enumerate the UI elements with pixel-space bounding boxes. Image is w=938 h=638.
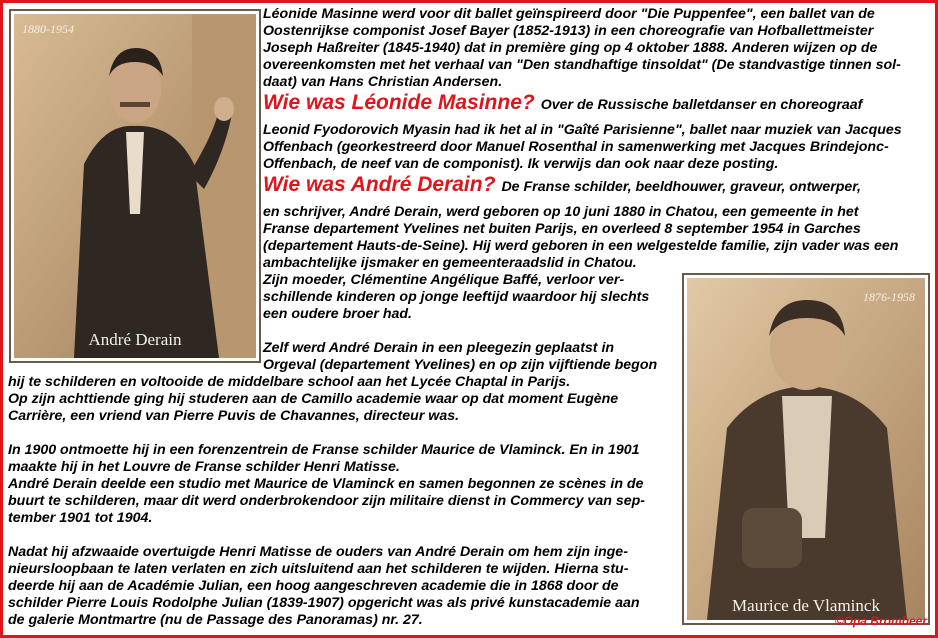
section1-line-4: Offenbach, de neef van de componist). Ik verwijs dan ook naar deze posting. — [263, 156, 779, 172]
section2-line-2: en schrijver, André Derain, werd geboren op 10 juni 1880 in Chatou, een gemeente in het — [263, 204, 859, 220]
section2-line-3: Franse departement Yvelines net buiten Parijs, en overleed 8 september 1954 in Garches — [263, 221, 861, 237]
section4-line-4: buurt te schilderen, maar dit werd onderbrokendoor zijn militaire dienst in Commercy van sep- — [8, 493, 645, 509]
section3-line-5: Carrière, een vriend van Pierre Puvis de Chavannes, directeur was. — [8, 408, 460, 424]
section4-line-1: In 1900 ontmoette hij in een forenzentrein de Franse schilder Maurice de Vlaminck. En in 1901 — [8, 442, 640, 458]
maurice-de-vlaminck-portrait — [687, 278, 925, 620]
section3-line-3: hij te schilderen en voltooide de middelbare school aan het Lycée Chaptal in Parijs. — [8, 374, 571, 390]
section5-line-3: deerde hij aan de Académie Julian, een hoog aangeschreven academie die in 1868 door de — [8, 578, 619, 594]
section3-line-4: Op zijn achttiende ging hij studeren aan de Camillo academie waar op dat moment Eugène — [8, 391, 619, 407]
section4-line-5: tember 1901 tot 1904. — [8, 510, 153, 526]
andre-derain-portrait — [14, 14, 256, 358]
section1-line-1: Over de Russische balletdanser en choreograaf — [540, 97, 863, 113]
section1-line-2: Leonid Fyodorovich Myasin had ik het al in "Gaîté Parisienne", ballet naar muziek van Jacques — [263, 122, 902, 138]
section3-line-1: Zelf werd André Derain in een pleegezin geplaatst in — [263, 340, 615, 356]
section2-line-4: (departement Hauts-de-Seine). Hij werd geboren in een welgestelde familie, zijn vader was een — [263, 238, 899, 254]
section4-line-3: André Derain deelde een studio met Maurice de Vlaminck en samen begonnen ze scènes in de — [8, 476, 644, 492]
derain-years: 1880-1954 — [22, 22, 74, 36]
intro-line-1: Léonide Masinne werd voor dit ballet geïnspireerd door "Die Puppenfee", een ballet van de — [263, 6, 875, 22]
section2-first-line — [263, 173, 861, 196]
maurice-de-vlaminck-photo — [684, 275, 928, 623]
section4-line-2: maakte hij in het Louvre de Franse schilder Henri Matisse. — [8, 459, 400, 475]
intro-line-3: Joseph Haßreiter (1845-1940) dat in première ging op 4 oktober 1888. Anderen wijzen op de — [263, 40, 878, 56]
section5-line-1: Nadat hij afzwaaide overtuigde Henri Matisse de ouders van André Derain om hem zijn inge- — [8, 544, 628, 560]
section2-line-8: een oudere broer had. — [263, 306, 413, 322]
heading-andre-derain: Wie was André Derain? — [263, 173, 496, 196]
section2-line-5: ambachtelijke ijsmaker en gemeenteraadslid in Chatou. — [263, 255, 637, 271]
derain-caption: André Derain — [88, 330, 182, 349]
intro-line-5: daat) van Hans Christian Andersen. — [263, 74, 503, 90]
intro-line-4: overeenkomsten met het verhaal van "Den standhaftige tinsoldat" (De standvastige tinnen sol- — [263, 57, 901, 73]
vlaminck-caption: Maurice de Vlaminck — [732, 596, 880, 615]
section5-line-4: schilder Pierre Louis Rodolphe Julian (1839-1907) opgericht was als privé kunstacademie aan — [8, 595, 640, 611]
section5-line-2: nieursloopbaan te laten verlaten en zich uitsluitend aan het schilderen te wijden. Hierna stu- — [8, 561, 629, 577]
copyright-credit: ©Opa Brombeer — [834, 614, 927, 628]
section2-line-7: schillende kinderen op jonge leeftijd waardoor hij slechts — [263, 289, 650, 305]
section1-first-line — [263, 91, 863, 114]
section2-line-1: De Franse schilder, beeldhouwer, graveur, ontwerper, — [501, 179, 861, 195]
andre-derain-photo — [11, 11, 259, 361]
section5-line-5: de galerie Montmartre (nu de Passage des Panoramas) nr. 27. — [8, 612, 423, 628]
section3-line-2: Orgeval (departement Yvelines) en op zijn vijftiende begon — [263, 357, 658, 373]
vlaminck-years: 1876-1958 — [863, 290, 915, 304]
heading-leonide-masinne: Wie was Léonide Masinne? — [263, 91, 535, 114]
intro-line-2: Oostenrijkse componist Josef Bayer (1852-1913) in een choreografie van Hofballettmeister — [263, 23, 874, 39]
section1-line-3: Offenbach (georkestreerd door Manuel Rosenthal in samenwerking met Jacques Brindejonc- — [263, 139, 889, 155]
section2-line-6: Zijn moeder, Clémentine Angélique Baffé, verloor ver- — [263, 272, 625, 288]
